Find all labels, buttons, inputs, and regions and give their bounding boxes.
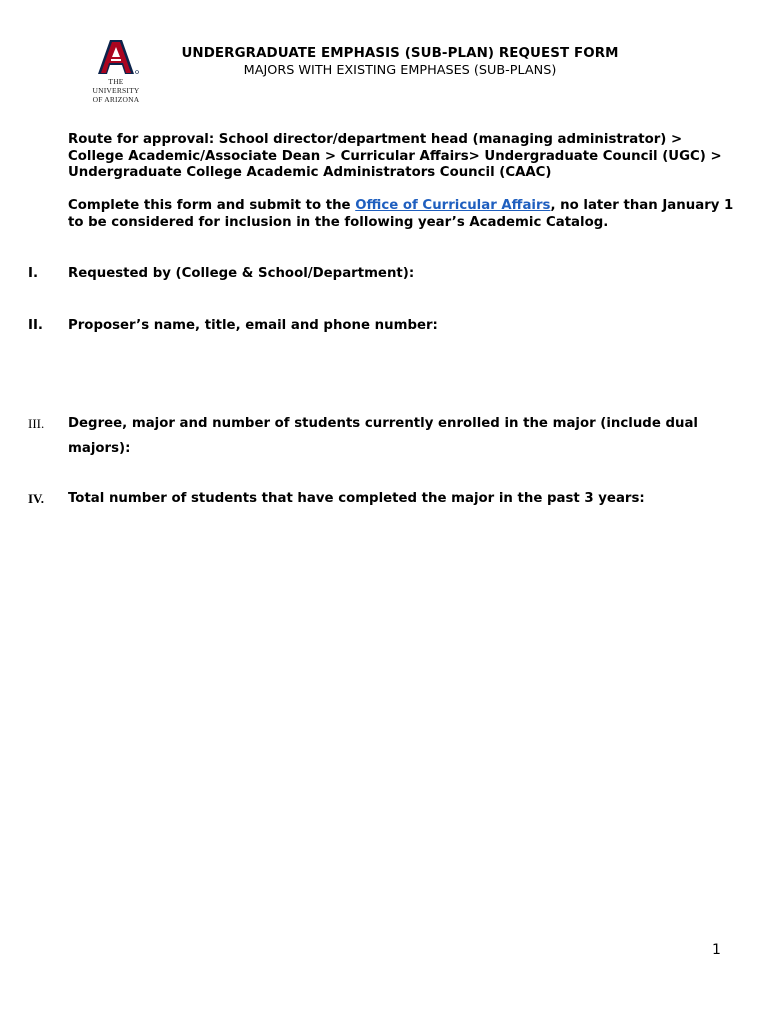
form-title: UNDERGRADUATE EMPHASIS (SUB-PLAN) REQUEST FORM: [181, 46, 619, 61]
section-1-requested-by: Requested by (College & School/Department):: [68, 266, 415, 281]
logo-line-2: OF ARIZONA: [92, 95, 140, 104]
section-4-number: IV.: [28, 491, 45, 506]
form-subtitle: MAJORS WITH EXISTING EMPHASES (SUB-PLANS): [243, 63, 557, 78]
section-3-number: III.: [28, 416, 45, 431]
section-1-number: I.: [28, 266, 38, 281]
arizona-a-logo-icon: [84, 38, 148, 76]
section-2-proposer: Proposer’s name, title, email and phone number:: [68, 318, 438, 333]
page-number: 1: [712, 942, 721, 958]
logo-wordmark: [84, 77, 148, 104]
submission-instructions: [68, 198, 738, 231]
university-logo: [84, 38, 148, 104]
instructions-before: Complete this form and submit to the: [68, 198, 356, 213]
form-header: [150, 46, 650, 78]
section-4-completed: Total number of students that have completed the major in the past 3 years:: [68, 491, 645, 506]
route-for-approval: Route for approval: School director/department head (managing administrator) > College Academic/Associate Dean > Curricular Affairs> Undergraduate Council (UGC) > Undergraduate College Academic Administrators Council (CAAC): [68, 132, 722, 180]
instructions-after: , no later than January 1 to be considered for inclusion in the following year’s Academic Catalog.: [68, 198, 734, 230]
office-of-curricular-affairs-link[interactable]: Office of Curricular Affairs: [355, 198, 551, 213]
logo-line-1: THE UNIVERSITY: [92, 77, 140, 95]
section-2-number: II.: [28, 318, 43, 333]
section-3-degree-major: Degree, major and number of students currently enrolled in the major (include dual majors):: [68, 416, 698, 456]
